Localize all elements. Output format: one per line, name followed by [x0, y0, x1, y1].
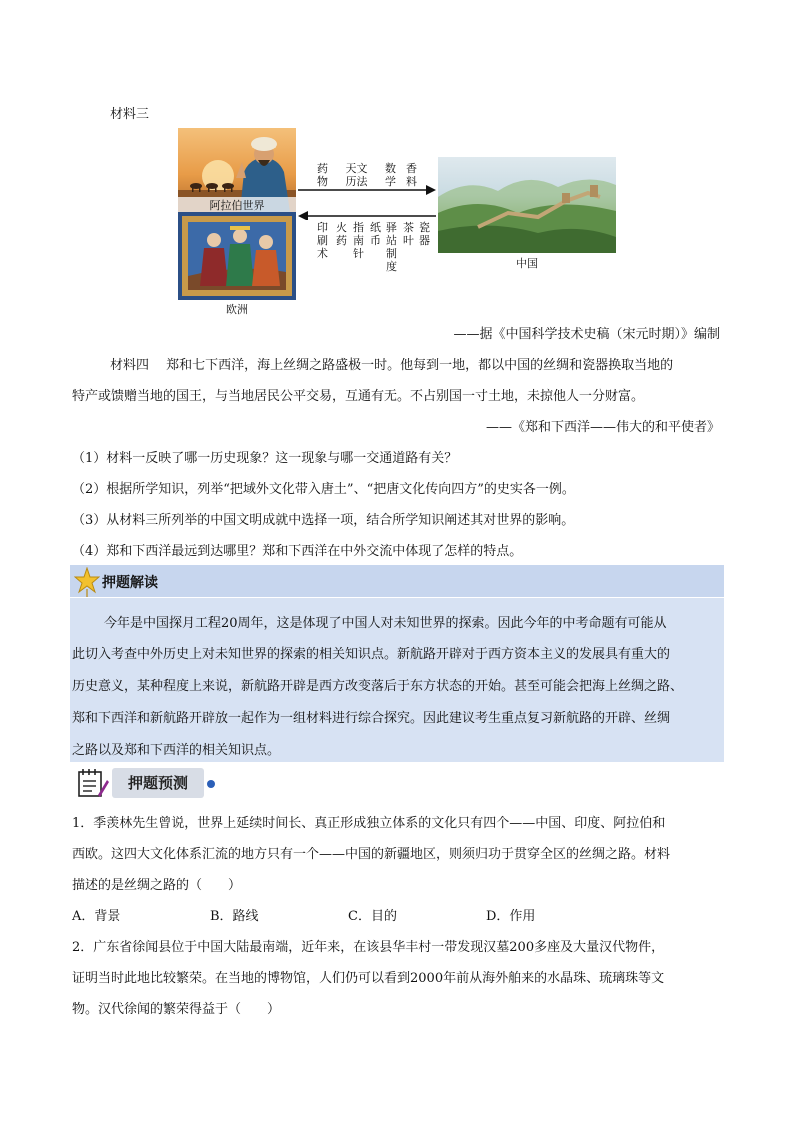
q2-line: 2．广东省徐闻县位于中国大陆最南端，近年来，在该县华丰村一带发现汉墓200多座及大量汉代物件， [72, 940, 665, 955]
star-icon [74, 567, 100, 601]
item-to-china: 药物 [317, 162, 328, 188]
item-to-china: 天文历法 [345, 162, 368, 188]
material4-line: 材料四 郑和七下西洋，海上丝绸之路盛极一时。他每到一地，都以中国的丝绸和瓷器换取当地的 [110, 358, 674, 373]
analysis-title: 押题解读 [102, 575, 158, 591]
analysis-line: 今年是中国探月工程20周年，这是体现了中国人对未知世界的探索。因此今年的中考命题有可能从 [104, 616, 667, 631]
q1-line: 1．季羡林先生曾说，世界上延续时间长、真正形成独立体系的文化只有四个——中国、印度、阿拉伯和 [72, 816, 666, 831]
item-to-europe: 印刷术 [317, 221, 328, 260]
prediction-title: 押题预测 [112, 768, 204, 798]
item-to-europe: 火药 [336, 221, 347, 247]
material3-label: 材料三 [110, 107, 150, 122]
question-item: （1）材料一反映了哪一历史现象？这一现象与哪一交通道路有关？ [72, 451, 458, 466]
analysis-line: 历史意义，某种程度上来说，新航路开辟是西方改变落后于东方状态的开始。甚至可能会把海上丝绸之路、 [72, 679, 684, 694]
analysis-line: 此切入考查中外历史上对未知世界的探索的相关知识点。新航路开辟对于西方资本主义的发展具有重大的 [72, 647, 671, 662]
notepad-icon [76, 767, 110, 803]
item-to-europe: 茶叶 [403, 221, 414, 247]
item-to-europe: 瓷器 [419, 221, 430, 247]
q1-option: B．路线 [210, 909, 259, 924]
q1-line: 描述的是丝绸之路的（ ） [72, 878, 242, 893]
bullet-dot-icon [207, 780, 215, 788]
item-to-europe: 纸币 [370, 221, 381, 247]
item-to-china: 香料 [406, 162, 417, 188]
q2-line: 证明当时此地比较繁荣。在当地的博物馆，人们仍可以看到2000年前从海外舶来的水晶珠、琉璃珠等文 [72, 971, 665, 986]
analysis-header [70, 565, 724, 597]
china-image [438, 157, 616, 253]
item-to-europe: 指南针 [353, 221, 364, 260]
q1-option: C．目的 [348, 909, 397, 924]
question-item: （2）根据所学知识，列举“把域外文化带入唐土”、“把唐文化传向四方”的史实各一例。 [72, 482, 575, 497]
q2-line: 物。汉代徐闻的繁荣得益于（ ） [72, 1002, 281, 1017]
arab-world-caption: 阿拉伯世界 [178, 197, 296, 213]
analysis-line: 郑和下西洋和新航路开辟放一起作为一组材料进行综合探究。因此建议考生重点复习新航路的开辟、丝绸 [72, 711, 671, 726]
item-to-china: 数学 [385, 162, 396, 188]
china-caption: 中国 [516, 257, 538, 270]
material3-source: ——据《中国科学技术史稿（宋元时期）》编制 [453, 327, 720, 342]
q1-line: 西欧。这四大文化体系汇流的地方只有一个——中国的新疆地区，则须归功于贯穿全区的丝绸之路。材料 [72, 847, 671, 862]
question-item: （4）郑和下西洋最远到达哪里？郑和下西洋在中外交流中体现了怎样的特点。 [72, 544, 523, 559]
q1-option: A．背景 [72, 909, 121, 924]
material4-line: 特产或馈赠当地的国王，与当地居民公平交易，互通有无。不占别国一寸土地，未掠他人一分财富。 [72, 389, 645, 404]
analysis-line: 之路以及郑和下西洋的相关知识点。 [72, 743, 281, 758]
q1-option: D．作用 [486, 909, 536, 924]
item-to-europe: 驿站制度 [386, 221, 397, 273]
europe-image [178, 212, 296, 300]
material4-source: ——《郑和下西洋——伟大的和平使者》 [485, 420, 720, 435]
europe-caption: 欧洲 [226, 303, 248, 316]
question-item: （3）从材料三所列举的中国文明成就中选择一项，结合所学知识阐述其对世界的影响。 [72, 513, 575, 528]
